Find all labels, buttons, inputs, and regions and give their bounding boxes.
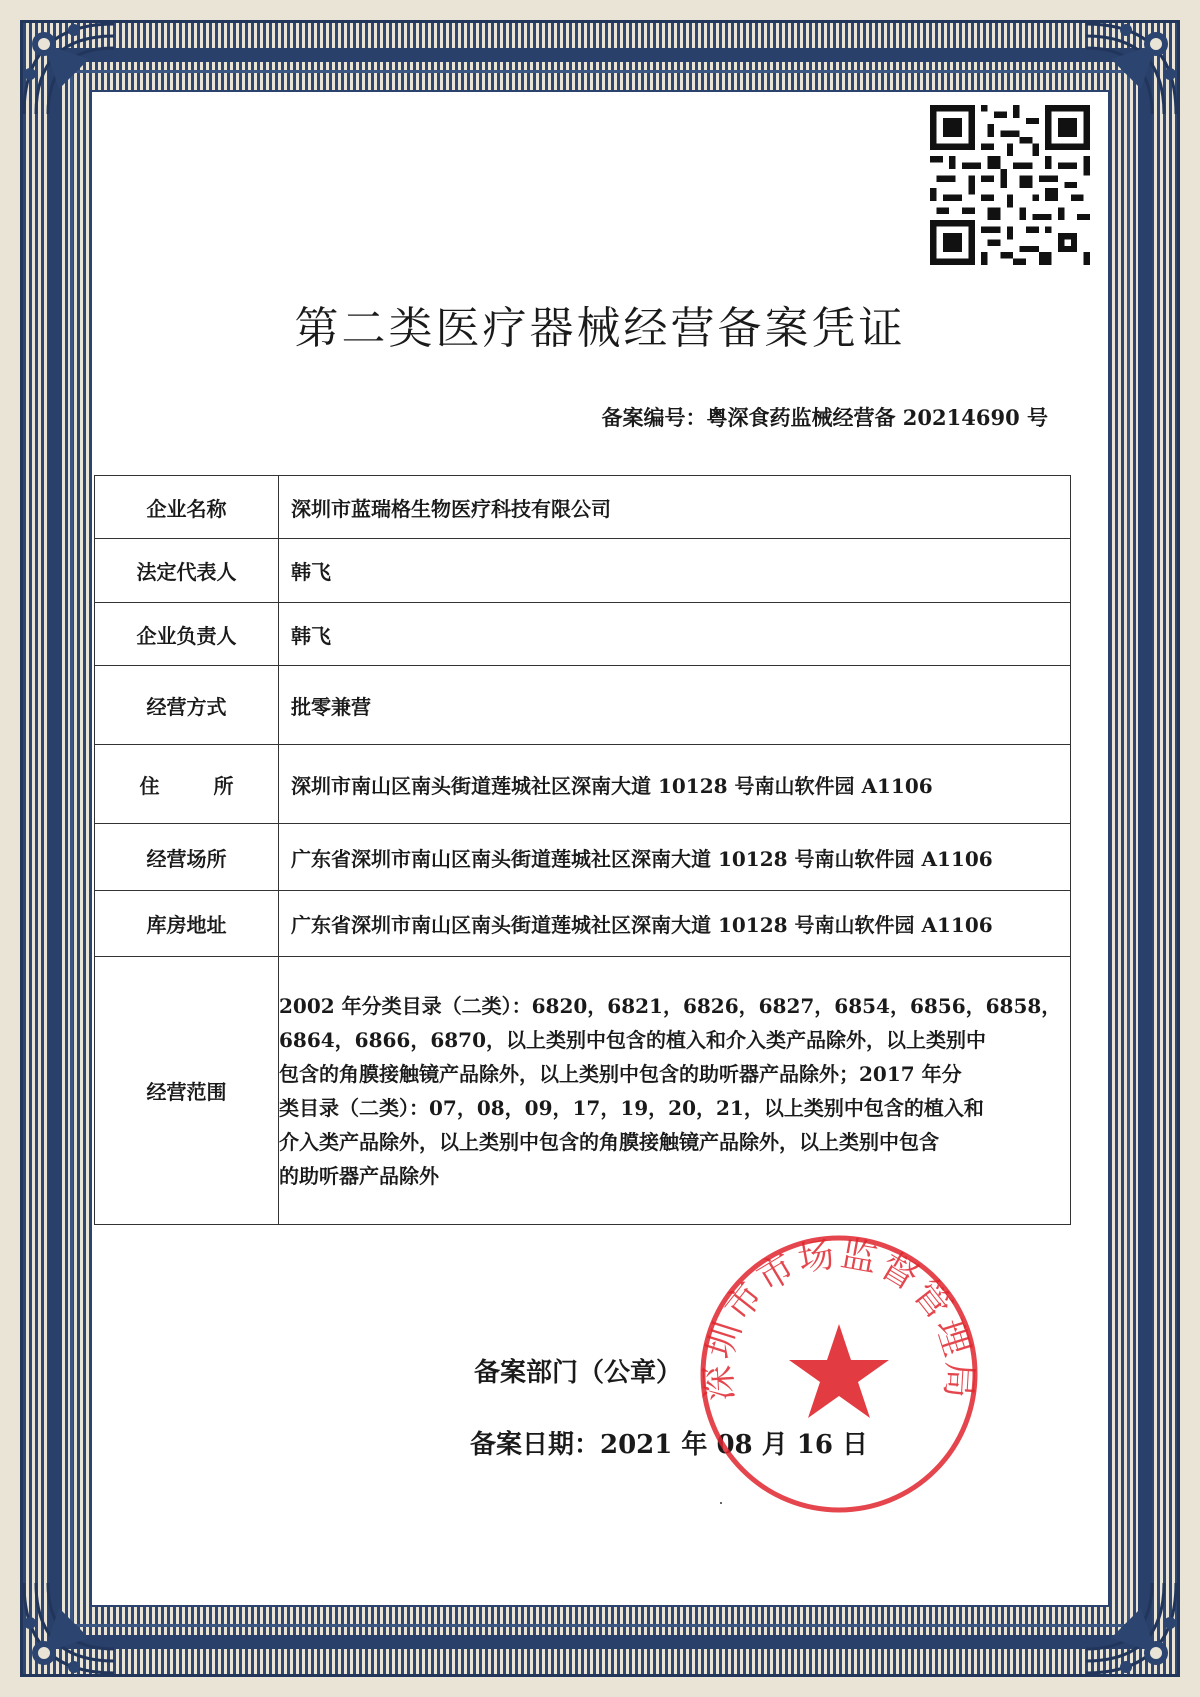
corner-ornament-icon	[1076, 1573, 1186, 1683]
record-number: 备案编号：粤深食药监械经营备 20214690 号	[601, 405, 1048, 430]
info-table	[94, 475, 1071, 1225]
warehouse-address-value: 广东省深圳市南山区南头街道莲城社区深南大道 10128 号南山软件园 A1106	[279, 891, 1071, 957]
corner-ornament-icon	[14, 14, 124, 124]
filing-department: 备案部门（公章）	[474, 1358, 683, 1388]
row-label: 经营范围	[95, 957, 279, 1225]
corner-ornament-icon	[14, 1573, 124, 1683]
corner-ornament-icon	[1076, 14, 1186, 124]
svg-text:深圳市市场监督管理局: 深圳市市场监督管理局	[698, 1233, 980, 1403]
table-row	[95, 476, 1071, 539]
scope-line: 包含的角膜接触镜产品除外，以上类别中包含的助听器产品除外；2017 年分	[279, 1061, 962, 1086]
row-label: 企业负责人	[95, 603, 279, 666]
residence-value: 深圳市南山区南头街道莲城社区深南大道 10128 号南山软件园 A1106	[279, 745, 1071, 824]
filing-date: 备案日期：2021 年 08 月 16 日	[470, 1430, 868, 1460]
document-title: 第二类医疗器械经营备案凭证	[294, 303, 906, 354]
row-label: 库房地址	[95, 891, 279, 957]
scope-line: 6864，6866，6870，以上类别中包含的植入和介入类产品除外，以上类别中	[279, 1027, 986, 1052]
official-seal	[693, 1228, 985, 1520]
table-row	[95, 539, 1071, 603]
scope-line: 介入类产品除外，以上类别中包含的角膜接触镜产品除外，以上类别中包含	[279, 1129, 939, 1154]
row-label: 经营场所	[95, 824, 279, 891]
table-row	[95, 666, 1071, 745]
seal-star-icon	[789, 1324, 889, 1418]
table-row	[95, 745, 1071, 824]
speck	[720, 1502, 722, 1504]
scope-line: 类目录（二类）：07，08，09，17，19，20，21，以上类别中包含的植入和	[279, 1095, 984, 1120]
qr-code-icon[interactable]	[930, 105, 1090, 265]
business-premises-value: 广东省深圳市南山区南头街道莲城社区深南大道 10128 号南山软件园 A1106	[279, 824, 1071, 891]
business-mode-value: 批零兼营	[279, 666, 1071, 745]
table-row	[95, 603, 1071, 666]
scope-line: 2002 年分类目录（二类）：6820，6821，6826，6827，6854，6856，6858，	[279, 993, 1062, 1018]
business-scope-value	[279, 957, 1071, 1225]
row-label-part: 住	[139, 773, 160, 798]
person-in-charge-value: 韩飞	[279, 603, 1071, 666]
scope-line: 的助听器产品除外	[279, 1163, 439, 1188]
row-label	[95, 745, 279, 824]
row-label-part: 所	[213, 773, 234, 798]
table-row	[95, 824, 1071, 891]
row-label: 经营方式	[95, 666, 279, 745]
row-label: 法定代表人	[95, 539, 279, 603]
company-name-value: 深圳市蓝瑞格生物医疗科技有限公司	[279, 476, 1071, 539]
row-label: 企业名称	[95, 476, 279, 539]
legal-representative-value: 韩飞	[279, 539, 1071, 603]
table-row	[95, 957, 1071, 1225]
table-row	[95, 891, 1071, 957]
